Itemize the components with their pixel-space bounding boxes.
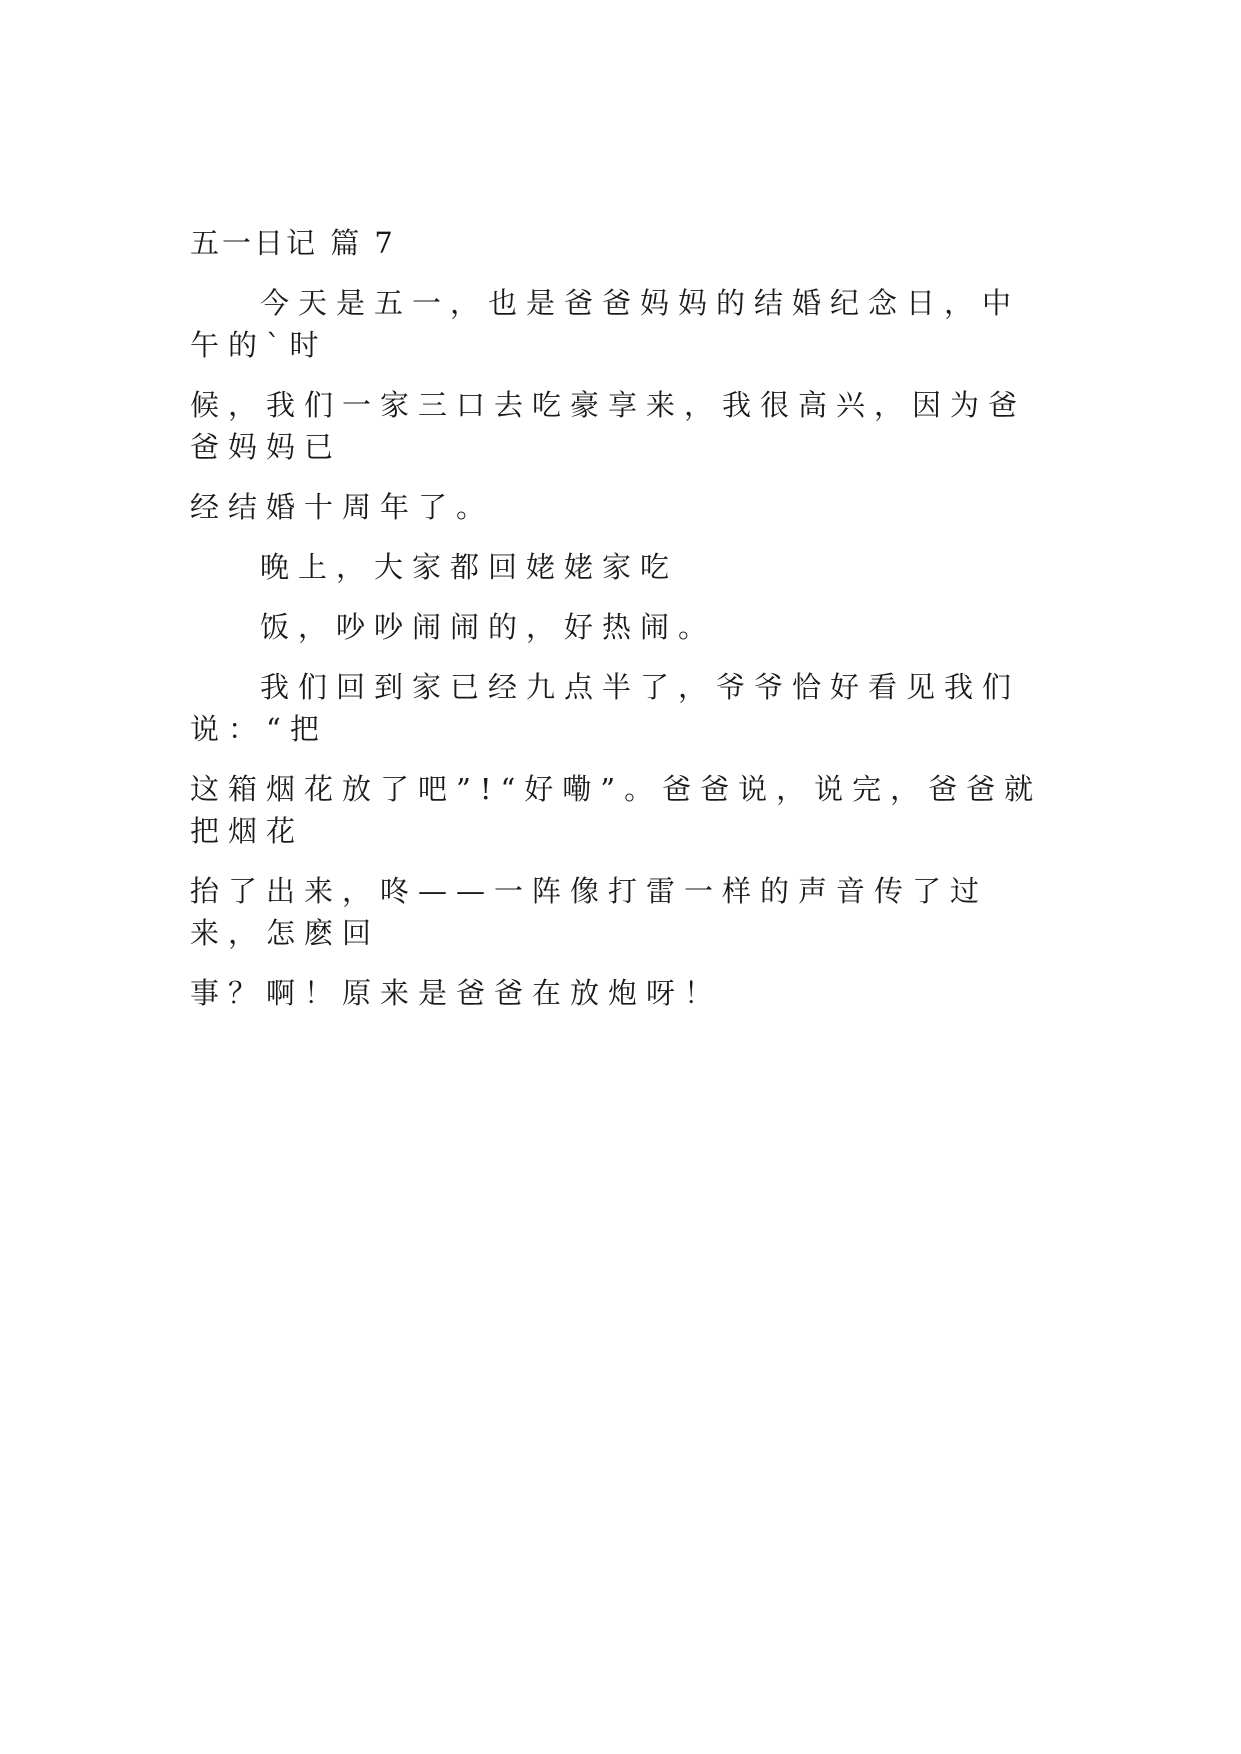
paragraph-line: 今天是五一，也是爸爸妈妈的结婚纪念日，中午的`时: [190, 286, 1021, 362]
paragraph-line: 经结婚十周年了。: [190, 490, 495, 524]
paragraph-line: 晚上，大家都回姥姥家吃: [260, 550, 679, 584]
paragraph-3: [190, 606, 1052, 648]
document-body: [190, 222, 1052, 1014]
paragraph-line: 我们回到家已经九点半了，爷爷恰好看见我们说：“把: [190, 670, 1021, 746]
paragraph-line: 抬了出来，咚——一阵像打雷一样的声音传了过来，怎麽回: [190, 874, 989, 950]
paragraph-line: 事？啊！原来是爸爸在放炮呀！: [190, 976, 723, 1010]
paragraph-line: 饭，吵吵闹闹的，好热闹。: [260, 610, 717, 644]
paragraph-2: [190, 546, 1052, 588]
paragraph-line: 候，我们一家三口去吃豪享来，我很高兴，因为爸爸妈妈已: [190, 388, 1027, 464]
paragraph-1: [190, 282, 1052, 528]
paragraph-4: [190, 666, 1052, 1014]
document-title: 五一日记 篇 7: [190, 226, 396, 260]
paragraph-line: 这箱烟花放了吧”!“好嘞”。爸爸说，说完，爸爸就把烟花: [190, 772, 1043, 848]
